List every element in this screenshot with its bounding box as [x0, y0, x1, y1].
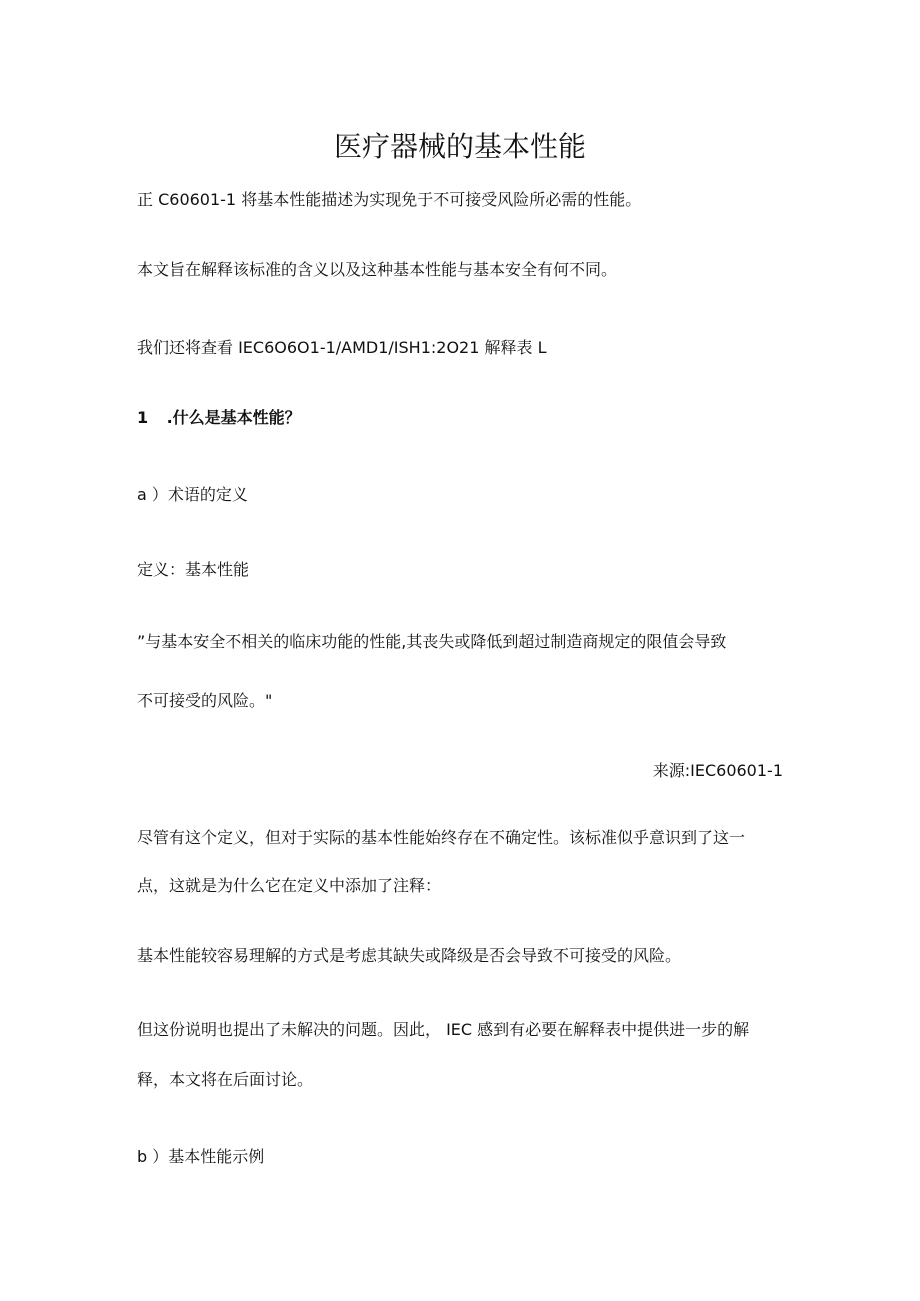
paragraph-2: 基本性能较容易理解的方式是考虑其缺失或降级是否会导致不可接受的风险。 [137, 946, 682, 965]
section-1-number: 1 [137, 408, 149, 427]
definition-quote-line-1: ”与基本安全不相关的临床功能的性能,其丧失或降低到超过制造商规定的限值会导致 [137, 632, 727, 651]
subsection-b-heading: b ）基本性能示例 [137, 1147, 265, 1166]
intro-paragraph-2: 本文旨在解释该标准的含义以及这种基本性能与基本安全有何不同。 [137, 260, 618, 279]
section-1-heading [137, 406, 787, 430]
intro-paragraph-1: 正 C60601-1 将基本性能描述为实现免于不可接受风险所必需的性能。 [137, 190, 642, 209]
paragraph-1-line-1: 尽管有这个定义，但对于实际的基本性能始终存在不确定性。该标准似乎意识到了这一 [137, 828, 746, 847]
paragraph-3-line-1: 但这份说明也提出了未解决的问题。因此， IEC 感到有必要在解释表中提供进一步的解 [137, 1020, 750, 1039]
definition-source: 来源:IEC60601-1 [652, 761, 783, 780]
definition-quote-line-2: 不可接受的风险。" [137, 691, 273, 710]
subsection-a-heading: a ）术语的定义 [137, 485, 248, 504]
page-title: 医疗器械的基本性能 [333, 130, 586, 163]
paragraph-3-line-2: 释，本文将在后面讨论。 [137, 1070, 314, 1089]
intro-paragraph-3: 我们还将查看 IEC6O6O1-1/AMD1/ISH1:2O21 解释表 L [137, 338, 547, 357]
section-1-title: .什么是基本性能？ [166, 408, 301, 427]
paragraph-1-line-2: 点，这就是为什么它在定义中添加了注释： [137, 876, 442, 895]
definition-label: 定义：基本性能 [137, 560, 250, 579]
